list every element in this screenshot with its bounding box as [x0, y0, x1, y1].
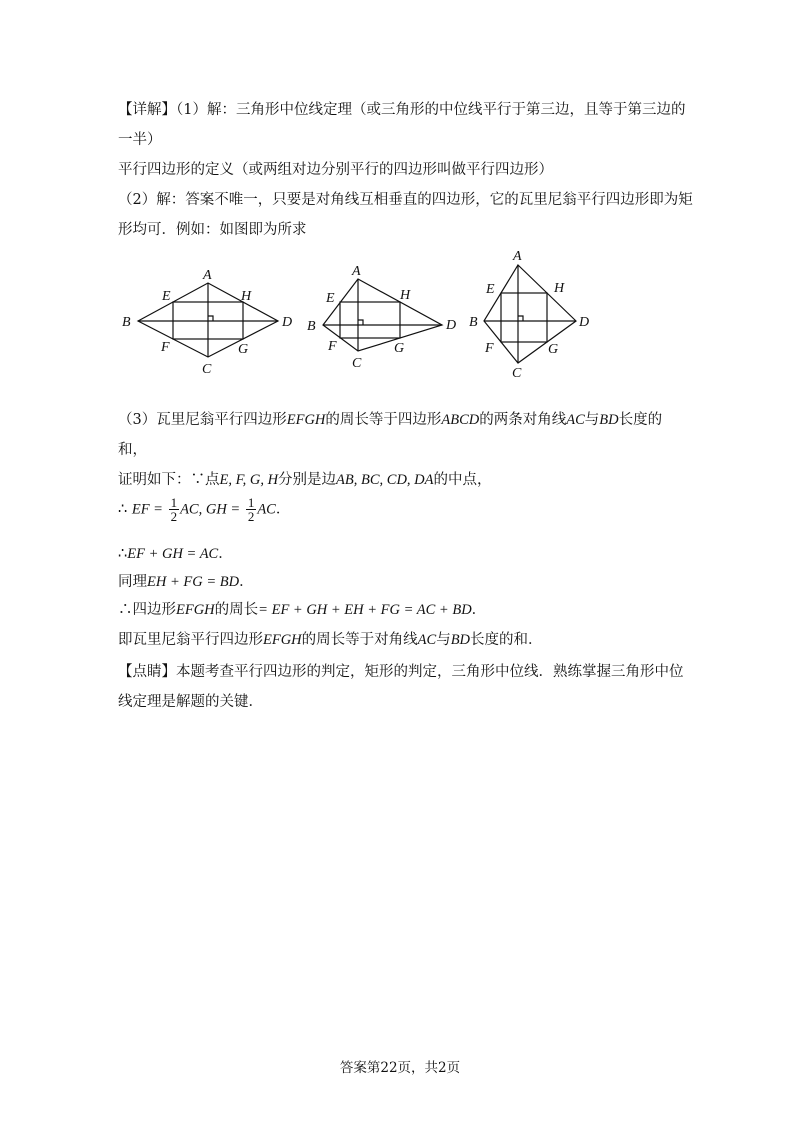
fraction-half	[246, 496, 257, 523]
fig1-label-c: C	[202, 362, 212, 377]
part3-text: （3）瓦里尼翁平行四边形	[118, 412, 287, 428]
math-efgh: EFGH	[286, 412, 326, 428]
math-ef-eq: EF =	[131, 501, 163, 518]
proof-text: ∴四边形	[118, 602, 176, 618]
math-edges: AB, BC, CD, DA	[336, 472, 434, 488]
detail-line-1: 【详解】（1）解：三角形中位线定理（或三角形的中位线平行于第三边，且等于第三边的	[118, 102, 686, 118]
page-footer: 答案第22页，共2页	[339, 1060, 461, 1076]
math-sum-2: EH + FG = BD	[147, 574, 240, 590]
part3-text: 与	[584, 412, 600, 428]
math-efgh: EFGH	[263, 632, 302, 648]
period: ．	[471, 602, 487, 618]
fig1-label-f: F	[161, 340, 170, 355]
proof-text: 即瓦里尼翁平行四边形	[118, 632, 263, 648]
fig1-label-e: E	[162, 289, 171, 304]
period: ．	[218, 546, 233, 562]
detail-line-2: 一半）	[118, 132, 162, 148]
fig2-label-f: F	[328, 339, 337, 354]
fig2-label-g: G	[394, 341, 405, 356]
fraction-denominator: 2	[170, 509, 178, 524]
math-sum-1: EF + GH = AC	[127, 546, 219, 562]
figure-2-kite	[307, 264, 456, 371]
proof-line-6	[118, 628, 543, 649]
math-bd: BD	[599, 412, 619, 428]
fig1-label-h: H	[241, 289, 252, 304]
math-points: E, F, G, H	[219, 472, 279, 488]
fig2-label-b: B	[307, 319, 316, 334]
proof-text: 与	[436, 632, 451, 648]
fraction-numerator: 1	[170, 495, 178, 510]
proof-line-4	[118, 570, 254, 591]
fig3-label-c: C	[512, 366, 522, 379]
proof-text: 同理	[118, 574, 147, 590]
part3-text: 的两条对角线	[479, 412, 567, 428]
proof-line-2	[118, 496, 290, 523]
part3-text: 的周长等于四边形	[325, 412, 442, 428]
proof-text: 的周长等于对角线	[301, 632, 418, 648]
fig3-label-f: F	[485, 341, 494, 356]
fig3-label-g: G	[548, 342, 559, 357]
proof-text: 的中点，	[433, 472, 492, 488]
math-ac-gh: AC, GH =	[180, 501, 241, 518]
fraction-denominator: 2	[247, 509, 255, 524]
comment-line-2: 线定理是解题的关键．	[118, 694, 263, 710]
fig2-label-a: A	[352, 264, 361, 279]
proof-line-5	[118, 598, 486, 619]
fig3-label-e: E	[486, 282, 495, 297]
detail-line-5: 形均可．例如：如图即为所求	[118, 222, 307, 238]
math-ac: AC	[566, 412, 585, 428]
fig3-label-d: D	[579, 315, 590, 330]
fraction-half	[169, 496, 180, 523]
proof-text: 的周长	[214, 602, 259, 618]
proof-text: 长度的和．	[470, 632, 543, 648]
detail-line-3: 平行四边形的定义（或两组对边分别平行的四边形叫做平行四边形）	[118, 162, 553, 178]
figure-3-tall-kite	[469, 249, 589, 379]
comment-line-1: 【点睛】本题考查平行四边形的判定，矩形的判定，三角形中位线．熟练掌握三角形中位	[118, 664, 684, 680]
fig3-label-a: A	[513, 249, 522, 264]
math-perimeter: = EF + GH + EH + FG = AC + BD	[258, 602, 472, 618]
proof-text: 分别是边	[278, 472, 337, 488]
therefore-symbol: ∴	[118, 546, 128, 562]
fig1-label-a: A	[203, 268, 212, 283]
proof-line-3	[118, 542, 233, 563]
math-ac: AC	[257, 501, 276, 518]
fig1-label-g: G	[238, 342, 249, 357]
fig3-label-h: H	[554, 281, 565, 296]
fig2-label-c: C	[352, 356, 362, 371]
proof-line-1	[118, 468, 492, 489]
fraction-numerator: 1	[247, 495, 255, 510]
proof-text: 证明如下：∵点	[118, 472, 220, 488]
period: ．	[275, 501, 291, 518]
part3-line-1	[118, 408, 662, 429]
fig2-label-d: D	[446, 318, 457, 333]
math-bd: BD	[450, 632, 471, 648]
therefore-symbol: ∴	[118, 501, 128, 518]
part3-line-2: 和，	[118, 442, 147, 458]
part3-text: 长度的	[618, 412, 663, 428]
detail-line-4: （2）解：答案不唯一，只要是对角线互相垂直的四边形，它的瓦里尼翁平行四边形即为矩	[118, 192, 693, 208]
math-efgh: EFGH	[176, 602, 215, 618]
period: ．	[239, 574, 254, 590]
fig3-label-b: B	[469, 315, 478, 330]
fig1-label-d: D	[282, 315, 293, 330]
figure-1-rhombus	[122, 268, 292, 377]
fig1-label-b: B	[122, 315, 131, 330]
math-ac: AC	[417, 632, 437, 648]
geometry-figures	[118, 247, 598, 379]
fig2-label-h: H	[400, 288, 411, 303]
math-abcd: ABCD	[441, 412, 480, 428]
fig2-label-e: E	[326, 291, 335, 306]
